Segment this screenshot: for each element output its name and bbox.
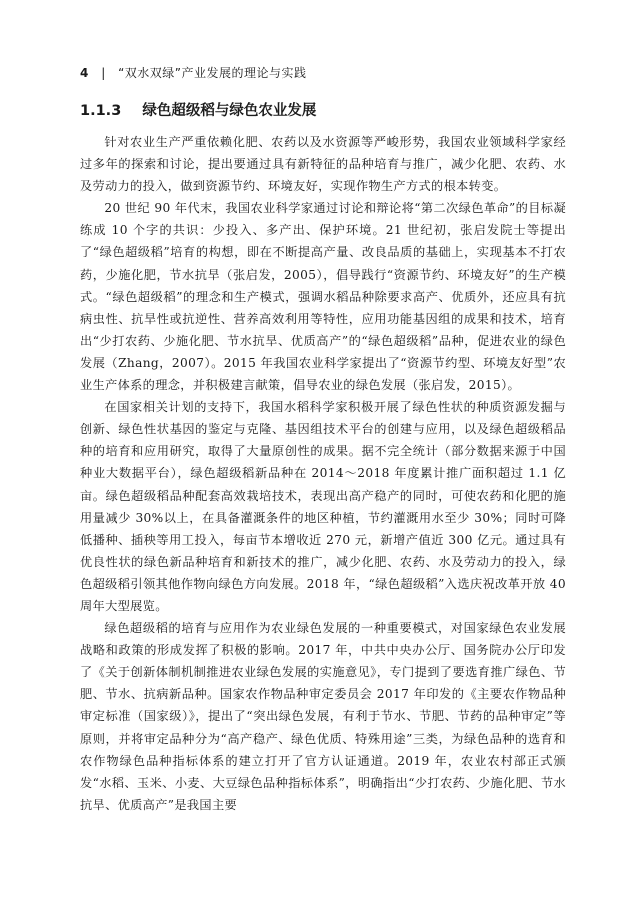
paragraph-2: 20 世纪 90 年代末，我国农业科学家通过讨论和辩论将“第二次绿色革命”的目标凝练成 10 个字的共识：少投入、多产出、保护环境。21 世纪初，张启发院士等提出了“绿色超级稻”培育的构想，即在不断提高产量、改良品质的基础上，实现基本不打农药，少施化肥，节水抗旱（张启发，2005），倡导践行“资源节约、环境友好”的生产模式。“绿色超级稻”的理念和生产模式，强调水稻品种除要求高产、优质外，还应具有抗病虫性、抗旱性或抗逆性、营养高效利用等特性，应用功能基因组的成果和技术，培育出“少打农药、少施化肥、节水抗旱、优质高产”的“绿色超级稻”品种，促进农业的绿色发展（Zhang，2007）。2015 年我国农业科学家提出了“资源节约型、环境友好型”农业生产体系的理念，并积极建言献策，倡导农业的绿色发展（张启发，2015）。 <box>80 201 566 393</box>
page-number: 4 <box>80 66 89 80</box>
section-title: 绿色超级稻与绿色农业发展 <box>142 103 317 119</box>
body-text <box>80 131 566 816</box>
paragraph-1: 针对农业生产严重依赖化肥、农药以及水资源等严峻形势，我国农业领域科学家经过多年的探索和讨论，提出要通过具有新特征的品种培育与推广，减少化肥、农药、水及劳动力的投入，做到资源节约、环境友好，实现作物生产方式的根本转变。 <box>80 135 566 194</box>
book-title: “双水双绿”产业发展的理论与实践 <box>118 66 307 80</box>
section-heading <box>80 99 316 120</box>
running-header <box>80 64 307 81</box>
paragraph-4: 绿色超级稻的培育与应用作为农业绿色发展的一种重要模式，对国家绿色农业发展战略和政策的形成发挥了积极的影响。2017 年，中共中央办公厅、国务院办公厅印发了《关于创新体制机制推进农业绿色发展的实施意见》，专门提到了要选育推广绿色、节肥、节水、抗病新品种。国家农作物品种审定委员会 2017 年印发的《主要农作物品种审定标准（国家级）》，提出了“突出绿色发展，有利于节水、节肥、节药的品种审定”等原则，并将审定品种分为“高产稳产、绿色优质、特殊用途”三类，为绿色品种的选育和农作物绿色品种指标体系的建立打开了官方认证通道。2019 年，农业农村部正式颁发“水稻、玉米、小麦、大豆绿色品种指标体系”，明确指出“少打农药、少施化肥、节水抗旱、优质高产”是我国主要 <box>80 621 566 812</box>
header-separator: | <box>101 66 106 80</box>
section-number: 1.1.3 <box>80 103 122 119</box>
paragraph-3: 在国家相关计划的支持下，我国水稻科学家积极开展了绿色性状的种质资源发掘与创新、绿色性状基因的鉴定与克隆、基因组技术平台的创建与应用，以及绿色超级稻品种的培育和应用研究，取得了大量原创性的成果。据不完全统计（部分数据来源于中国种业大数据平台），绿色超级稻新品种在 2014～2018 年度累计推广面积超过 1.1 亿亩。绿色超级稻品种配套高效栽培技术，表现出高产稳产的同时，可使农药和化肥的施用量减少 30%以上，在具备灌溉条件的地区种植，节约灌溉用水至少 30%；同时可降低播种、插秧等用工投入，每亩节本增收近 270 元，新增产值近 300 亿元。通过具有优良性状的绿色新品种培育和新技术的推广，减少化肥、农药、水及劳动力的投入，绿色超级稻引领其他作物向绿色方向发展。2018 年，“绿色超级稻”入选庆祝改革开放 40 周年大型展览。 <box>80 400 566 613</box>
